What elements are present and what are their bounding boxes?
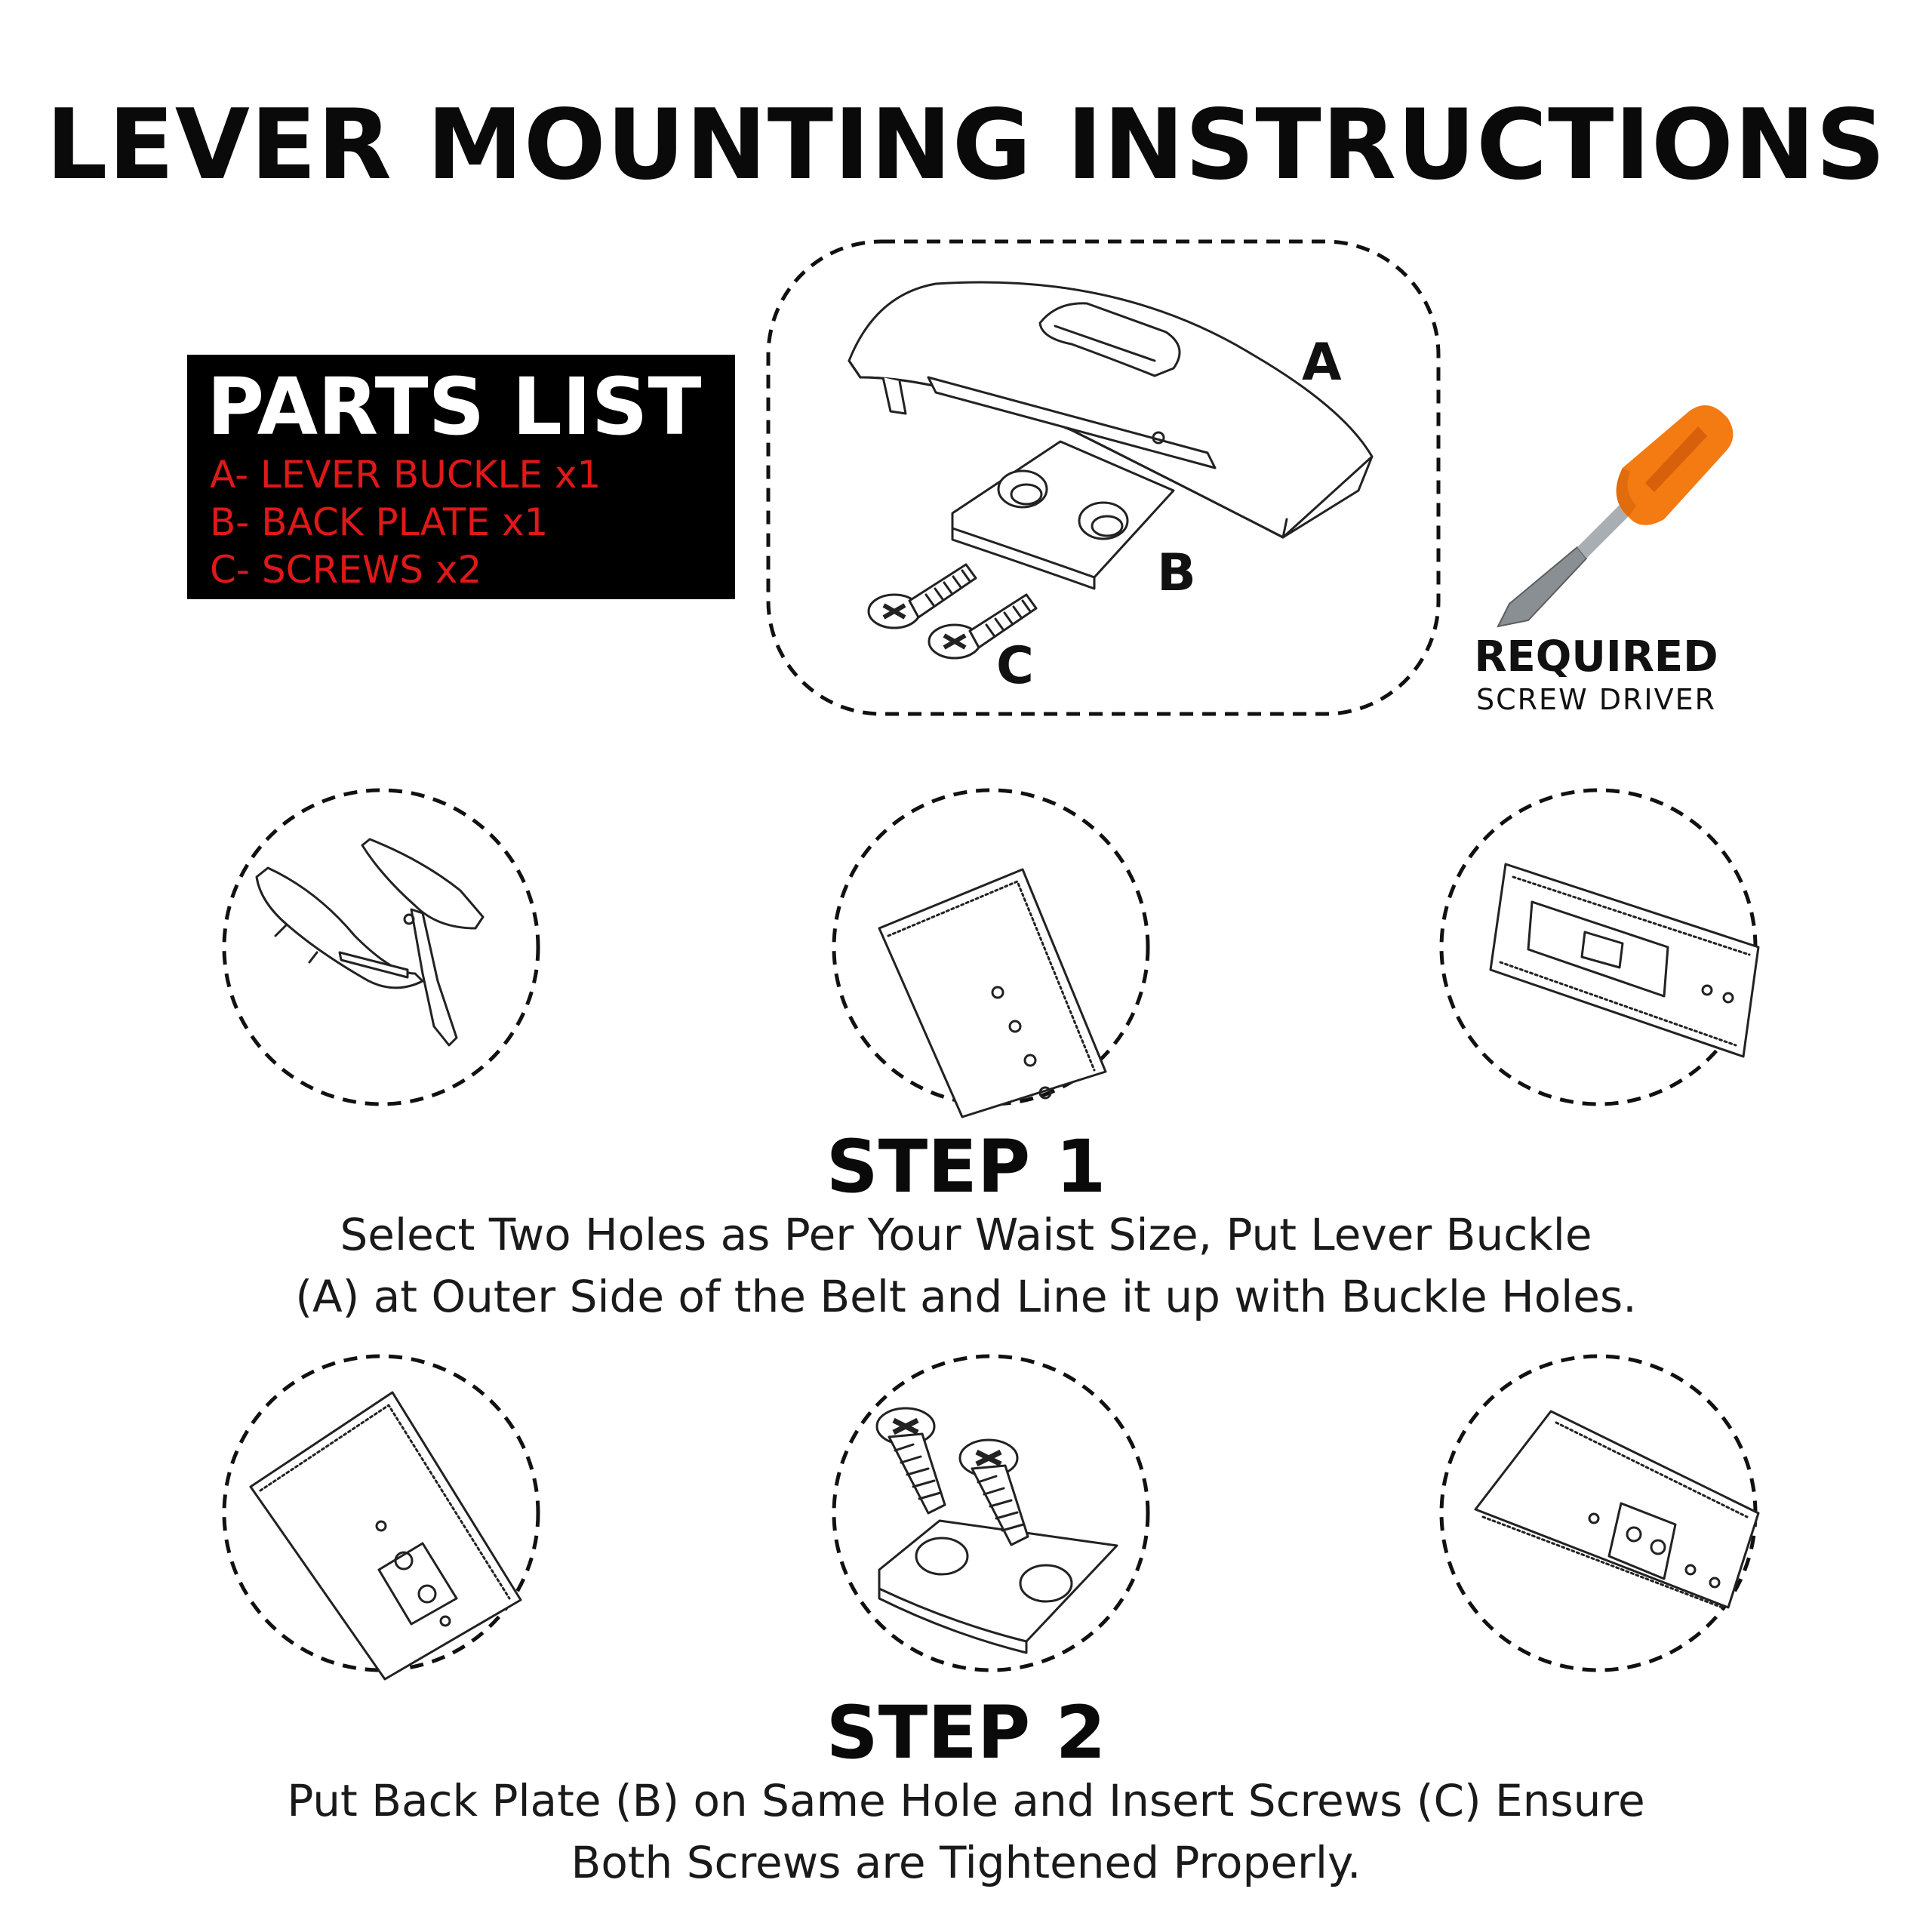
step2-line-1: Put Back Plate (B) on Same Hole and Insert Screws (C) Ensure — [287, 1775, 1645, 1826]
step1-line-1: Select Two Holes as Per Your Waist Size, Put Lever Buckle — [340, 1209, 1592, 1260]
buckle-on-belt-illustration — [1491, 864, 1758, 1057]
step1-circle-left — [224, 790, 538, 1104]
parts-item-lever-buckle: A- LEVER BUCKLE x1 — [210, 453, 601, 497]
required-label: REQUIRED — [1474, 632, 1718, 681]
open-buckle-illustration — [257, 839, 483, 1045]
step1-line-2: (A) at Outer Side of the Belt and Line it up with Buckle Holes. — [295, 1271, 1637, 1322]
parts-item-back-plate: B- BACK PLATE x1 — [210, 500, 549, 544]
parts-list-heading: PARTS LIST — [207, 361, 702, 453]
screws-into-plate-illustration — [877, 1408, 1117, 1653]
belt-strap-illustration — [879, 869, 1106, 1117]
screwdriver-label: SCREW DRIVER — [1476, 683, 1716, 716]
screwdriver-icon — [1498, 405, 1733, 626]
step1-text — [151, 1204, 1781, 1327]
page-title: LEVER MOUNTING INSTRUCTIONS — [45, 89, 1887, 202]
label-a: A — [1302, 333, 1342, 392]
step2-line-2: Both Screws are Tightened Properly. — [571, 1837, 1361, 1888]
step1-heading: STEP 1 — [826, 1124, 1106, 1209]
screws-illustration — [869, 565, 1036, 696]
label-b: B — [1157, 543, 1196, 603]
label-c: C — [996, 636, 1034, 696]
mounted-buckle-illustration — [1475, 1411, 1758, 1607]
parts-item-screws: C- SCREWS x2 — [210, 548, 482, 592]
step2-heading: STEP 2 — [826, 1690, 1106, 1775]
step2-text — [151, 1770, 1781, 1894]
